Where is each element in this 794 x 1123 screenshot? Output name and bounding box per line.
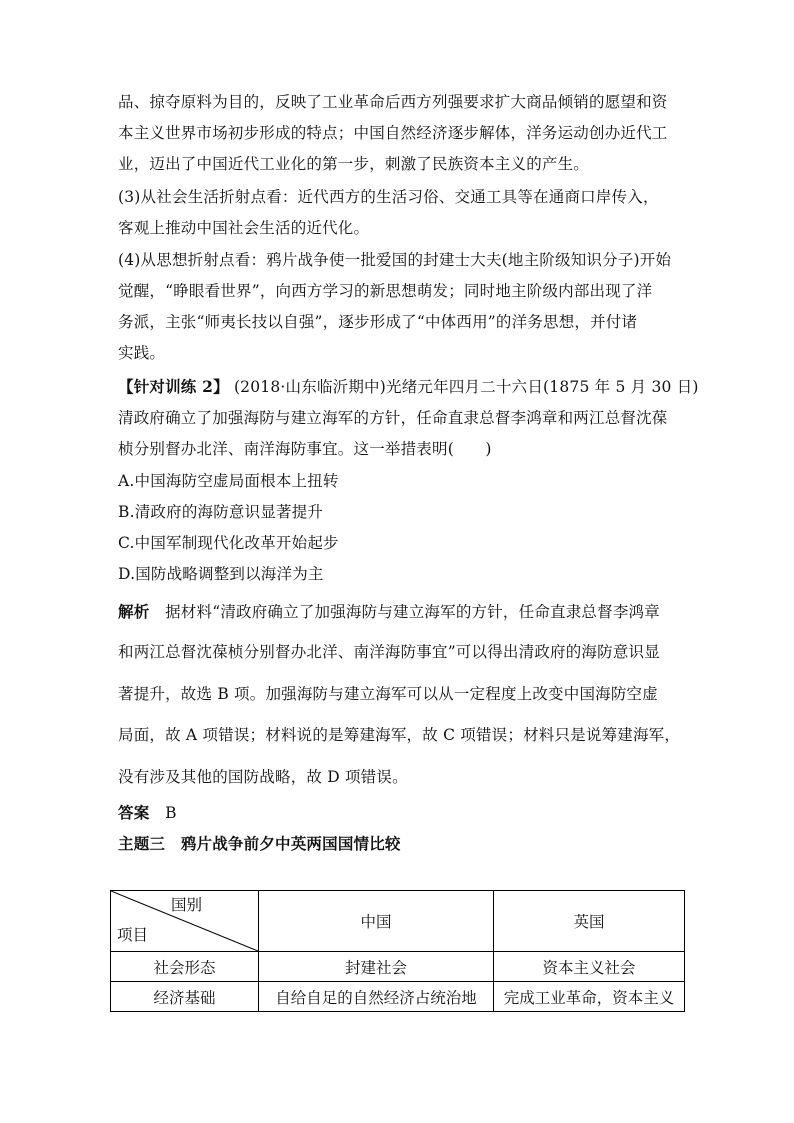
column-header-britain: 英国 xyxy=(494,891,685,952)
option-a: A.中国海防空虚局面根本上扭转 xyxy=(118,472,339,490)
text-line: (3)从社会生活折射点看：近代西方的生活习俗、交通工具等在通商口岸传入， xyxy=(118,188,659,206)
text-line: 务派，主张“师夷长技以自强”，逐步形成了“中体西用”的洋务思想，并付诸 xyxy=(118,313,638,331)
row-item: 社会形态 xyxy=(111,952,259,982)
text-line: 本主义世界市场初步形成的特点；中国自然经济逐步解体，洋务运动创办近代工 xyxy=(118,124,668,142)
exercise-header xyxy=(118,371,699,403)
cell-britain: 完成工业革命，资本主义 xyxy=(494,982,685,1012)
cell-britain: 资本主义社会 xyxy=(494,952,685,982)
option-b: B.清政府的海防意识显著提升 xyxy=(118,503,324,521)
exercise-stem: 光绪元年四月二十六日(1875 年 5 月 30 日) xyxy=(386,378,699,396)
column-header-china: 中国 xyxy=(259,891,494,952)
cell-china: 自给自足的自然经济占统治地 xyxy=(259,982,494,1012)
text-line: (4)从思想折射点看：鸦片战争使一批爱国的封建士大夫(地主阶级知识分子)开始 xyxy=(118,251,672,269)
table-row xyxy=(111,952,685,982)
analysis-line: 著提升，故选 B 项。加强海防与建立海军可以从一定程度上改变中国海防空虚 xyxy=(118,685,658,703)
topic-label: 主题三 xyxy=(118,834,166,853)
option-d: D.国防战略调整到以海洋为主 xyxy=(118,565,324,583)
text-line: 业，迈出了中国近代工业化的第一步，刺激了民族资本主义的产生。 xyxy=(118,155,590,173)
exercise-stem-line: 清政府确立了加强海防与建立海军的方针，任命直隶总督李鸿章和两江总督沈葆 xyxy=(118,409,668,427)
answer-label: 答案 xyxy=(118,803,150,822)
analysis-line: 没有涉及其他的国防战略，故 D 项错误。 xyxy=(118,768,408,786)
text-line: 品、掠夺原料为目的，反映了工业革命后西方列强要求扩大商品倾销的愿望和资 xyxy=(118,93,668,111)
row-item: 经济基础 xyxy=(111,982,259,1012)
analysis-label: 解析 xyxy=(118,602,150,621)
exercise-stem-line: 桢分别督办北洋、南洋海防事宜。这一举措表明( ) xyxy=(118,440,492,458)
analysis-text: 据材料“清政府确立了加强海防与建立海军的方针，任命直隶总督李鸿章 xyxy=(165,603,660,621)
topic-heading xyxy=(118,828,678,859)
answer-value: B xyxy=(165,804,177,822)
exercise-label: 【针对训练 2】 xyxy=(118,377,229,396)
analysis-line xyxy=(118,591,678,633)
text-line: 客观上推动中国社会生活的近代化。 xyxy=(118,219,370,237)
cell-china: 封建社会 xyxy=(259,952,494,982)
answer-line xyxy=(118,797,678,829)
table-row xyxy=(111,982,685,1012)
corner-bottom-label: 项目 xyxy=(117,926,149,944)
text-line: 觉醒，“睁眼看世界”，向西方学习的新思想萌发；同时地主阶级内部出现了洋 xyxy=(118,282,653,300)
comparison-table xyxy=(110,890,685,1012)
topic-title: 鸦片战争前夕中英两国国情比较 xyxy=(180,834,401,853)
exercise-source: (2018·山东临沂期中) xyxy=(233,378,387,396)
option-c: C.中国军制现代化改革开始起步 xyxy=(118,534,339,552)
table-corner-cell xyxy=(111,891,259,952)
corner-top-label: 国别 xyxy=(171,896,203,914)
analysis-line: 局面，故 A 项错误；材料说的是筹建海军，故 C 项错误；材料只是说筹建海军， xyxy=(118,726,681,744)
text-line: 实践。 xyxy=(118,344,166,362)
analysis-line: 和两江总督沈葆桢分别督办北洋、南洋海防事宜”可以得出清政府的海防意识显 xyxy=(118,643,660,661)
